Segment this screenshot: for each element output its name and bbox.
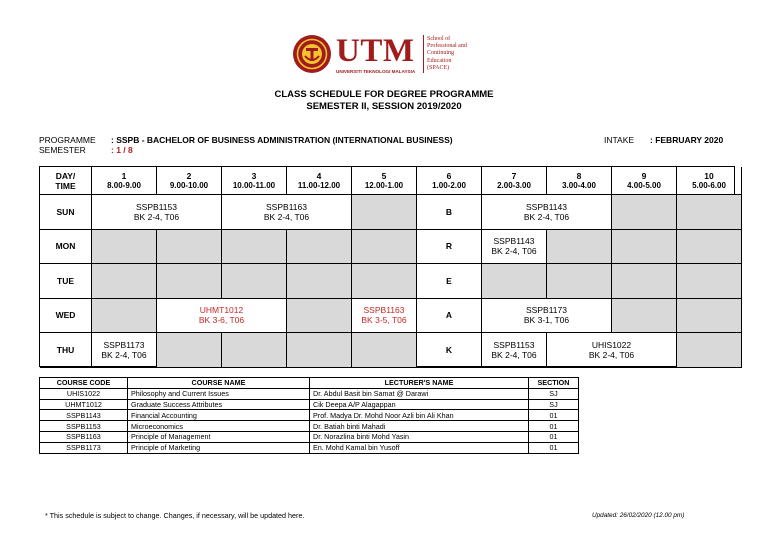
empty-slot xyxy=(352,195,417,230)
empty-slot xyxy=(222,230,287,265)
empty-slot xyxy=(547,230,612,265)
slot-number: 6 xyxy=(446,170,452,181)
class-room: BK 3-1, T06 xyxy=(523,315,570,326)
header-section: SECTION xyxy=(529,378,579,389)
break-letter: B xyxy=(445,206,453,217)
header-course-name: COURSE NAME xyxy=(128,378,310,389)
class-room: BK 2-4, T06 xyxy=(133,211,180,222)
table-row xyxy=(40,421,579,432)
empty-slot xyxy=(287,299,352,334)
day-label-text: TUE xyxy=(57,275,74,286)
slot-header xyxy=(222,167,287,195)
slot-time: 4.00-5.00 xyxy=(627,180,661,190)
slot-header xyxy=(92,167,157,195)
class-code: SSPB1163 xyxy=(266,201,307,212)
slot-header xyxy=(547,167,612,195)
class-code: UHMT1012 xyxy=(199,305,244,316)
table-row xyxy=(40,388,579,399)
class-entry xyxy=(482,299,612,334)
lecturer-name: Dr. Batiah binti Mahadi xyxy=(310,421,529,432)
lecturer-name: Cik Deepa A/P Alagappan xyxy=(310,399,529,410)
empty-slot xyxy=(287,230,352,265)
header-course-code: COURSE CODE xyxy=(40,378,128,389)
empty-slot xyxy=(677,299,742,334)
class-entry xyxy=(482,230,547,265)
empty-slot xyxy=(92,230,157,265)
class-room: BK 2-4, T06 xyxy=(588,349,635,360)
table-row xyxy=(40,410,579,421)
table-row xyxy=(40,431,579,442)
class-entry xyxy=(482,195,612,230)
slot-header xyxy=(482,167,547,195)
school-line: (SPACE) xyxy=(427,64,450,71)
semester-label: SEMESTER xyxy=(39,145,86,155)
empty-slot xyxy=(547,264,612,299)
course-code: UHIS1022 xyxy=(40,388,128,399)
empty-slot xyxy=(222,264,287,299)
class-code: SSPB1173 xyxy=(526,305,567,316)
day-label-text: MON xyxy=(55,241,76,252)
slot-number: 7 xyxy=(511,170,517,181)
class-entry xyxy=(547,333,677,368)
day-label xyxy=(40,195,92,230)
course-name: Financial Accounting xyxy=(128,410,310,421)
slot-time: 2.00-3.00 xyxy=(497,180,531,190)
school-line: School of xyxy=(427,36,451,42)
corner-label: DAY/ xyxy=(55,170,76,181)
course-code: SSPB1173 xyxy=(40,442,128,453)
slot-header xyxy=(157,167,222,195)
class-code: SSPB1173 xyxy=(103,339,145,350)
header-lecturer-name: LECTURER'S NAME xyxy=(310,378,529,389)
school-line: Education xyxy=(427,57,452,64)
lecturer-name: Dr. Abdul Basit bin Samat @ Darawi xyxy=(310,388,529,399)
course-name: Microeconomics xyxy=(128,421,310,432)
course-section: SJ xyxy=(529,388,579,399)
slot-number: 2 xyxy=(186,170,192,181)
lecturer-name: En. Mohd Kamal bin Yusoff xyxy=(310,442,529,453)
class-entry xyxy=(482,333,547,368)
class-code: SSPB1153 xyxy=(136,201,177,212)
class-entry xyxy=(92,333,157,368)
empty-slot xyxy=(352,230,417,265)
empty-slot xyxy=(287,333,352,368)
slot-time: 11.00-12.00 xyxy=(297,180,341,190)
slot-number: 5 xyxy=(381,170,387,181)
slot-number: 9 xyxy=(641,170,647,181)
class-code: SSPB1153 xyxy=(493,339,535,350)
empty-slot xyxy=(157,264,222,299)
break-cell xyxy=(417,230,482,265)
day-label xyxy=(40,299,92,334)
day-label-text: WED xyxy=(55,310,76,321)
class-room: BK 2-4, T06 xyxy=(101,349,147,360)
course-table-header xyxy=(40,378,579,389)
course-section: SJ xyxy=(529,399,579,410)
class-entry xyxy=(352,299,417,334)
day-label-text: THU xyxy=(56,344,75,355)
class-room: BK 2-4, T06 xyxy=(491,246,537,257)
break-letter: K xyxy=(445,344,453,355)
school-line: Professional and xyxy=(427,43,467,50)
day-label xyxy=(40,333,92,368)
class-room: BK 3-6, T06 xyxy=(198,315,245,326)
programme-value-text: : SSPB - BACHELOR OF BUSINESS ADMINISTRATION (INTERNATIONAL BUSINESS) xyxy=(111,135,453,145)
empty-slot xyxy=(677,333,742,368)
schedule-disclaimer: * This schedule is subject to change. Changes, if necessary, will be updated here. xyxy=(45,511,305,520)
empty-slot xyxy=(157,230,222,265)
intake-label: INTAKE xyxy=(604,135,635,145)
empty-slot xyxy=(482,264,547,299)
day-time-header xyxy=(40,167,92,195)
empty-slot xyxy=(677,195,742,230)
slot-time: 12.00-1.00 xyxy=(364,180,404,190)
course-code: SSPB1153 xyxy=(40,421,128,432)
lecturer-name: Prof. Madya Dr. Mohd Noor Azli bin Ali Khan xyxy=(310,410,529,421)
slot-time: 9.00-10.00 xyxy=(169,180,209,190)
slot-number: 10 xyxy=(704,170,714,181)
break-cell xyxy=(417,195,482,230)
slot-number: 3 xyxy=(251,170,257,181)
class-room: BK 2-4, T06 xyxy=(491,349,537,360)
empty-slot xyxy=(612,299,677,334)
course-code: UHMT1012 xyxy=(40,399,128,410)
page-title: CLASS SCHEDULE FOR DEGREE PROGRAMME xyxy=(274,89,494,100)
slot-time: 8.00-9.00 xyxy=(107,180,141,190)
table-row xyxy=(40,399,579,410)
empty-slot xyxy=(612,230,677,265)
utm-seal-icon xyxy=(292,34,332,74)
course-code: SSPB1163 xyxy=(40,431,128,442)
break-letter: E xyxy=(446,275,452,286)
empty-slot xyxy=(677,230,742,265)
slot-number: 1 xyxy=(121,170,127,181)
empty-slot xyxy=(222,333,287,368)
empty-slot xyxy=(677,264,742,299)
course-code: SSPB1143 xyxy=(40,410,128,421)
slot-time: 5.00-6.00 xyxy=(692,180,726,190)
slot-header xyxy=(352,167,417,195)
course-section: 01 xyxy=(529,421,579,432)
class-code: SSPB1143 xyxy=(526,201,567,212)
course-name: Principle of Marketing xyxy=(128,442,310,453)
semester-value: : 1 / 8 xyxy=(111,145,133,155)
course-section: 01 xyxy=(529,431,579,442)
class-room: BK 3-5, T06 xyxy=(361,315,407,326)
programme-value xyxy=(111,135,453,145)
slot-header xyxy=(677,167,742,195)
day-label xyxy=(40,264,92,299)
class-room: BK 2-4, T06 xyxy=(523,211,570,222)
intake-value xyxy=(650,135,723,145)
empty-slot xyxy=(352,264,417,299)
slot-header xyxy=(417,167,482,195)
slot-header xyxy=(612,167,677,195)
logo-divider xyxy=(423,35,424,73)
page-subtitle: SEMESTER II, SESSION 2019/2020 xyxy=(306,101,462,112)
empty-slot xyxy=(92,299,157,334)
course-table xyxy=(39,377,579,454)
class-code: UHIS1022 xyxy=(591,339,632,350)
utm-wordmark: UTM xyxy=(336,33,415,69)
school-line: Continuing xyxy=(427,50,455,57)
break-letter: A xyxy=(445,310,453,321)
slot-header xyxy=(287,167,352,195)
slot-number: 4 xyxy=(316,170,322,181)
class-room: BK 2-4, T06 xyxy=(263,211,310,222)
programme-label: PROGRAMME xyxy=(39,135,96,145)
empty-slot xyxy=(92,264,157,299)
break-cell xyxy=(417,264,482,299)
corner-label: TIME xyxy=(55,180,76,191)
slot-number: 8 xyxy=(576,170,582,181)
utm-logo xyxy=(292,32,482,78)
break-cell xyxy=(417,333,482,368)
course-name: Graduate Success Attributes xyxy=(128,399,310,410)
break-letter: R xyxy=(445,241,453,252)
course-section: 01 xyxy=(529,410,579,421)
class-code: SSPB1143 xyxy=(493,236,535,247)
lecturer-name: Dr. Norazlina binti Mohd Yasin xyxy=(310,431,529,442)
break-cell xyxy=(417,299,482,334)
university-name: UNIVERSITI TEKNOLOGI MALAYSIA xyxy=(336,69,416,74)
class-code: SSPB1163 xyxy=(363,305,405,316)
empty-slot xyxy=(612,264,677,299)
schedule-grid xyxy=(39,166,735,367)
course-name: Philosophy and Current Issues xyxy=(128,388,310,399)
course-section: 01 xyxy=(529,442,579,453)
slot-time: 3.00-4.00 xyxy=(562,180,596,190)
course-name: Principle of Management xyxy=(128,431,310,442)
class-entry xyxy=(222,195,352,230)
school-name xyxy=(427,36,483,72)
slot-time: 10.00-11.00 xyxy=(232,180,276,190)
intake-value-text: : FEBRUARY 2020 xyxy=(650,135,724,145)
slot-time: 1.00-2.00 xyxy=(432,180,466,190)
class-entry xyxy=(157,299,287,334)
empty-slot xyxy=(352,333,417,368)
empty-slot xyxy=(287,264,352,299)
updated-timestamp: Updated: 26/02/2020 (12.00 pm) xyxy=(592,512,685,519)
empty-slot xyxy=(157,333,222,368)
class-entry xyxy=(92,195,222,230)
day-label xyxy=(40,230,92,265)
empty-slot xyxy=(612,195,677,230)
day-label-text: SUN xyxy=(56,206,75,217)
table-row xyxy=(40,442,579,453)
